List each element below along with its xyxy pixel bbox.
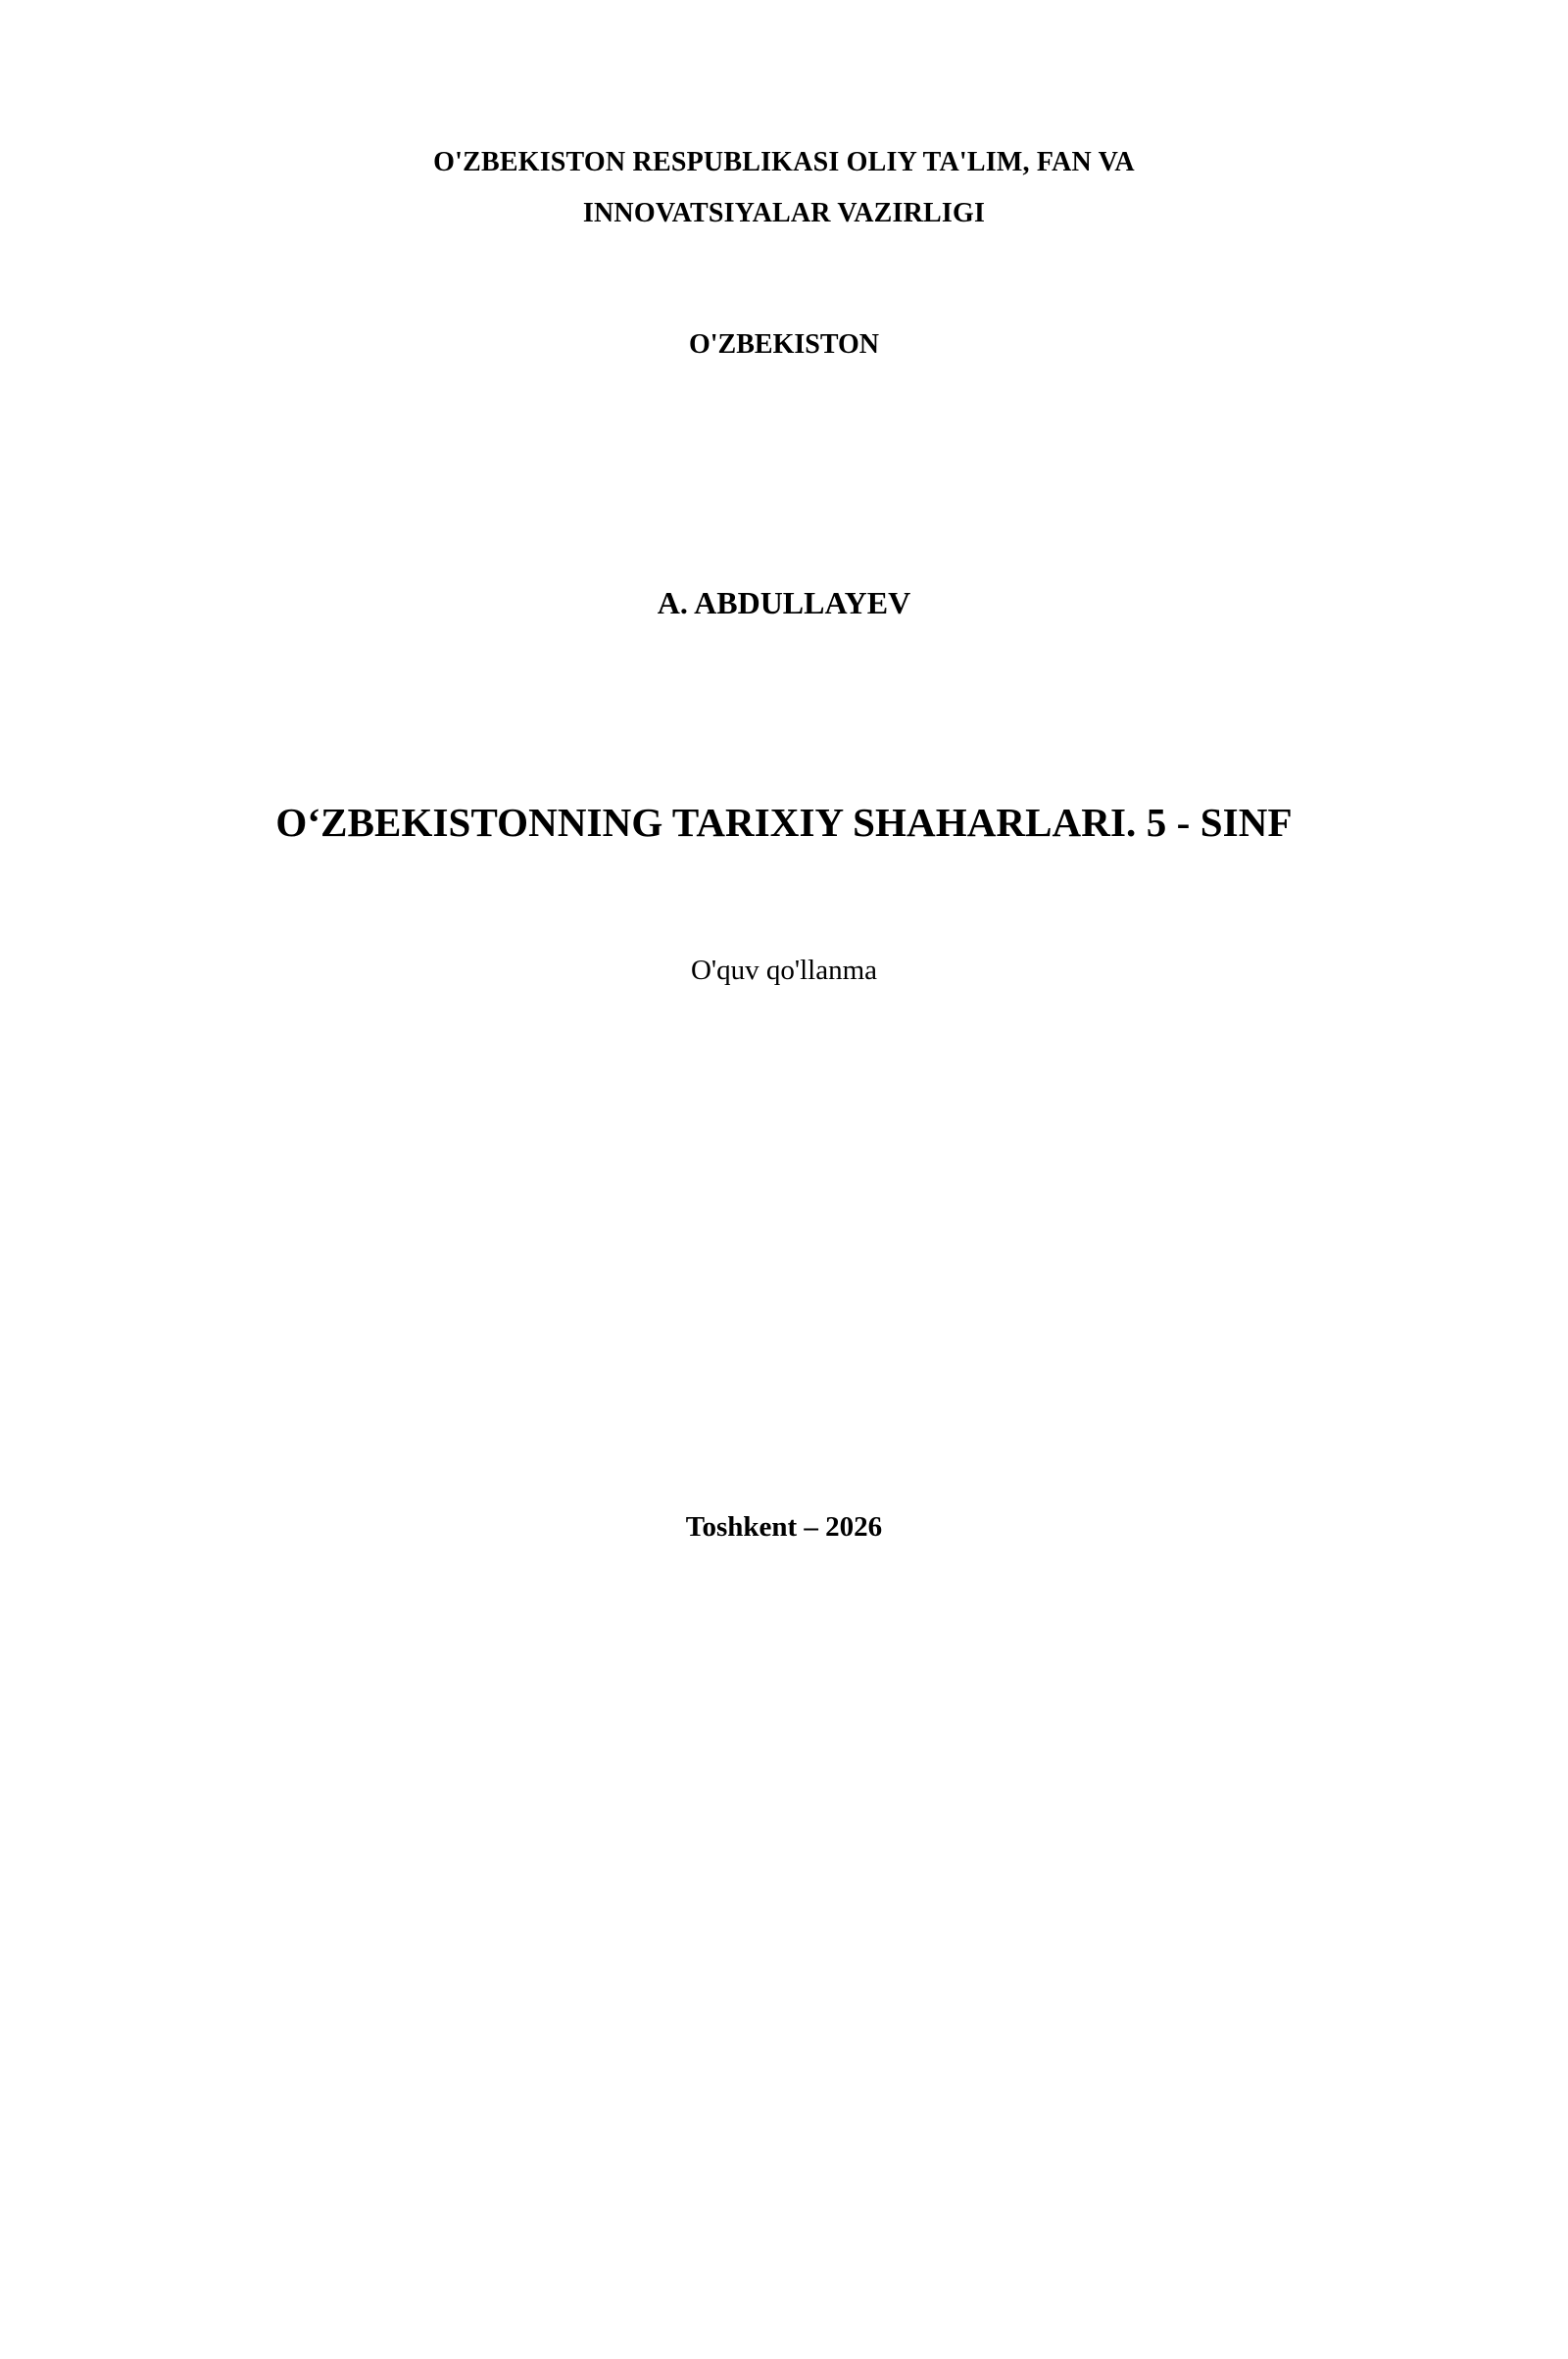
subtitle: O'quv qo'llanma: [690, 954, 878, 986]
title-page: [0, 142, 1568, 2359]
city-and-year: Toshkent – 2026: [685, 1511, 883, 1543]
page-title: O‘ZBEKISTONNING TARIXIY SHAHARLARI. 5 - SINF: [275, 800, 1293, 845]
ministry-line-1: O'ZBEKISTON RESPUBLIKASI OLIY TA'LIM, FAN VA: [433, 147, 1135, 177]
author-name: A. ABDULLAYEV: [657, 585, 911, 620]
ministry-line-2: INNOVATSIYALAR VAZIRLIGI: [582, 198, 986, 228]
country-name: O'ZBEKISTON: [688, 329, 879, 360]
